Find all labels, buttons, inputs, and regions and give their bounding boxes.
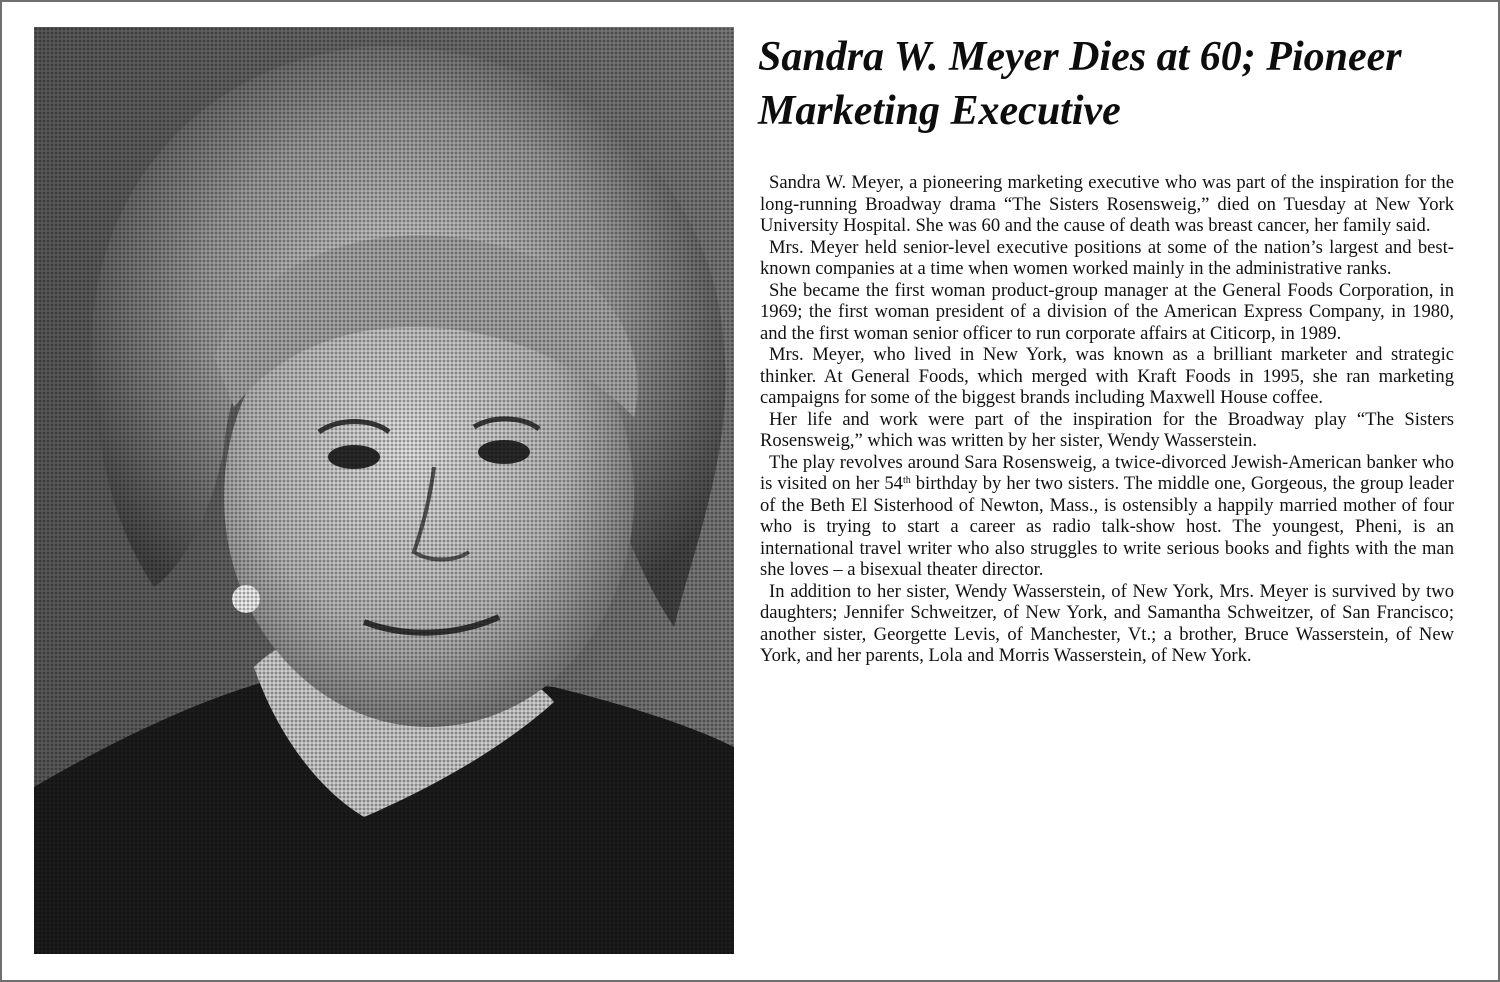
paragraph-text: birthday by her two sisters. The middle one, Gorgeous, the group leader of the Beth El Sisterhood of Newton, Mass., is ostensibly a happily married mother of four who is trying to start a career as radio talk-show host. The youngest, Pheni, is an international travel writer who also struggles to write serious books and fights with the man she loves – a bisexual theater director. [760, 473, 1454, 580]
paragraph [760, 452, 1454, 581]
portrait-photo [34, 27, 734, 954]
paragraph-text: The play revolves around Sara Rosensweig, a twice-divorced Jewish-American banker who is visited on her 54 [760, 451, 1454, 494]
paragraph: Mrs. Meyer held senior-level executive positions at some of the nation’s largest and best- known companies at a time when women worked mainly in the administrative ranks. [760, 236, 1454, 279]
portrait-illustration [34, 27, 734, 954]
paragraph: In addition to her sister, Wendy Wasserstein, of New York, Mrs. Meyer is survived by two daughters; Jennifer Schweitzer, of New York, and Samantha Schweitzer, of San Francisco; another sister, Georgette Levis, of Manchester, Vt.; a brother, Bruce Wasserstein, of New York, and her parents, Lola and Morris Wasserstein, of New York. [760, 580, 1454, 666]
article-body [760, 172, 1454, 667]
paragraph: Mrs. Meyer, who lived in New York, was known as a brilliant marketer and strategic thinker. At General Foods, which merged with Kraft Foods in 1995, she ran marketing campaigns for some of the biggest brands including Maxwell House coffee. [760, 344, 1454, 408]
paragraph: She became the first woman product-group manager at the General Foods Corporation, in 1969; the first woman president of a division of the American Express Company, in 1980, and the first woman senior officer to run corporate affairs at Citicorp, in 1989. [760, 279, 1454, 344]
ordinal-suffix: th [902, 475, 911, 486]
paragraph: Her life and work were part of the inspiration for the Broadway play “The Sisters Rosensweig,” which was written by her sister, Wendy Wasserstein. [760, 408, 1454, 451]
headline: Sandra W. Meyer Dies at 60; Pioneer Marketing Executive [758, 34, 1402, 134]
paragraph: Sandra W. Meyer, a pioneering marketing executive who was part of the inspiration for the long-running Broadway drama “The Sisters Rosensweig,” died on Tuesday at New York University Hospital. She was 60 and the cause of death was breast cancer, her family said. [760, 172, 1454, 236]
